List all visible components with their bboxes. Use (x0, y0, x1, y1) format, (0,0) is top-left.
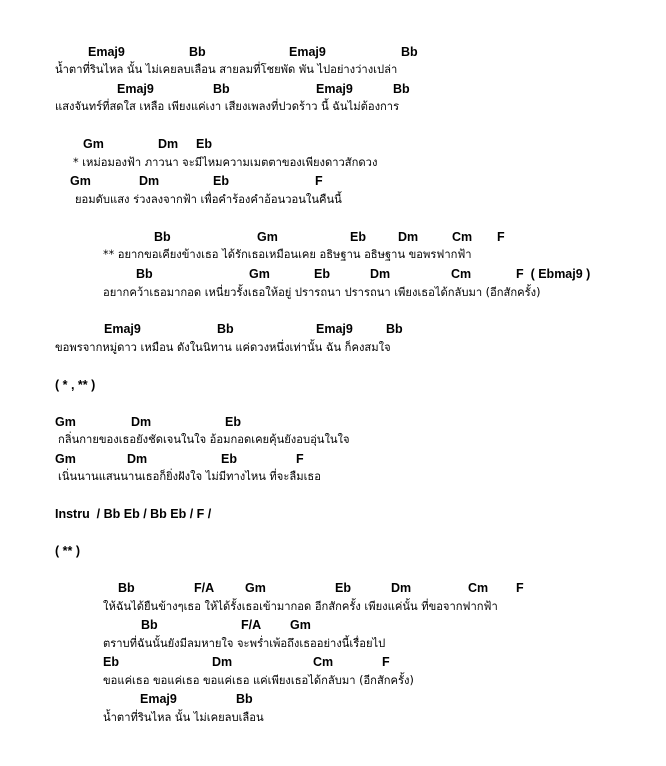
chord: Emaj9 (104, 322, 141, 336)
chord: Dm (398, 230, 419, 244)
chord: F ( Ebmaj9 ) (516, 267, 591, 281)
chord: Cm (468, 581, 489, 595)
lyric-line: * เหม่อมองฟ้า ภาวนา จะมีไหมความเมตตาของเพียงดาวสักดวง (73, 156, 378, 169)
lyric-line: ขอแค่เธอ ขอแค่เธอ ขอแค่เธอ แค่เพียงเธอได้กลับมา (อีกสักครั้ง) (103, 674, 414, 687)
lyric-line: ตราบที่ฉันนั้นยังมีลมหายใจ จะพร่ำเพ้อถึงเธออย่างนี้เรื่อยไป (103, 637, 386, 650)
lyric-line: น้ำตาที่รินไหล นั้น ไม่เคยลบเลือน สายลมที่โชยพัด พัน ไปอย่างว่างเปล่า (55, 63, 398, 76)
lyric-line: กลิ่นกายของเธอยังชัดเจนในใจ อ้อมกอดเคยคุ้นยังอบอุ่นในใจ (58, 433, 350, 446)
chord: Emaj9 (140, 692, 177, 706)
chord: Dm (370, 267, 391, 281)
lyric-line: ขอพรจากหมู่ดาว เหมือน ดังในนิทาน แค่ดวงหนึ่งเท่านั้น ฉัน ก็คงสมใจ (55, 341, 391, 354)
chord: Eb (225, 415, 241, 429)
lyric-line: อยากคว้าเธอมากอด เหนี่ยวรั้งเธอให้อยู่ ปรารถนา ปรารถนา เพียงเธอได้กลับมา (อีกสักครั้ง) (103, 286, 541, 299)
chord: Eb (350, 230, 366, 244)
lyric-line: ยอมดับแสง ร่วงลงจากฟ้า เพื่อคำร้องคำอ้อนวอนในคืนนี้ (75, 193, 342, 206)
chord: Cm (451, 267, 472, 281)
lyric-line: ให้ฉันได้ยืนข้างๆเธอ ให้ได้รั้งเธอเข้ามากอด อีกสักครั้ง เพียงแค่นั้น ที่ขอจากฟากฟ้า (103, 600, 498, 613)
chord: Eb (221, 452, 237, 466)
chord: F/A (194, 581, 215, 595)
chord: Gm (249, 267, 270, 281)
chord: F (382, 655, 390, 669)
chord: Cm (313, 655, 334, 669)
chord: Gm (245, 581, 266, 595)
chord: Bb (386, 322, 403, 336)
chord: Emaj9 (289, 45, 326, 59)
chord: Gm (55, 415, 76, 429)
chord: Bb (141, 618, 158, 632)
chord: Gm (83, 137, 104, 151)
chord: Eb (335, 581, 351, 595)
chord: Bb (217, 322, 234, 336)
chord: Bb (136, 267, 153, 281)
chord: Emaj9 (88, 45, 125, 59)
chord: F (516, 581, 524, 595)
chord: Gm (257, 230, 278, 244)
chord: F/A (241, 618, 262, 632)
chord: Dm (127, 452, 148, 466)
lyric-line: เนิ่นนานแสนนานเธอก็ยิ่งฝังใจ ไม่มีทางไหน ที่จะลืมเธอ (58, 470, 321, 483)
chord: Dm (158, 137, 179, 151)
lyric-line: น้ำตาที่รินไหล นั้น ไม่เคยลบเลือน (103, 711, 264, 724)
lyric-line: แสงจันทร์ที่สดใส เหลือ เพียงแค่เงา เสียงเพลงที่ปวดร้าว นี้ ฉันไม่ต้องการ (55, 100, 400, 113)
chord: Dm (139, 174, 160, 188)
chord: F (497, 230, 505, 244)
chord: Bb (154, 230, 171, 244)
chord: Bb (401, 45, 418, 59)
chord: Emaj9 (117, 82, 154, 96)
chord: Eb (196, 137, 212, 151)
chord: Bb (236, 692, 253, 706)
chord: Gm (290, 618, 311, 632)
lyric-line: ** อยากขอเคียงข้างเธอ ได้รักเธอเหมือนเคย อธิษฐาน อธิษฐาน ขอพรฟากฟ้า (103, 248, 472, 261)
instrumental-line: Instru / Bb Eb / Bb Eb / F / (55, 507, 212, 521)
chord: Dm (131, 415, 152, 429)
section-marker: ( * , ** ) (55, 378, 96, 392)
chord: Eb (103, 655, 119, 669)
chord: F (315, 174, 323, 188)
chord: Bb (393, 82, 410, 96)
section-marker: ( ** ) (55, 544, 80, 558)
chord: Bb (189, 45, 206, 59)
chord: Gm (55, 452, 76, 466)
chord: Gm (70, 174, 91, 188)
chord: Emaj9 (316, 322, 353, 336)
chord: Bb (213, 82, 230, 96)
chord: Dm (391, 581, 412, 595)
chord: Eb (213, 174, 229, 188)
chord: F (296, 452, 304, 466)
chord: Dm (212, 655, 233, 669)
chord: Emaj9 (316, 82, 353, 96)
chord: Eb (314, 267, 330, 281)
chord: Cm (452, 230, 473, 244)
chord: Bb (118, 581, 135, 595)
